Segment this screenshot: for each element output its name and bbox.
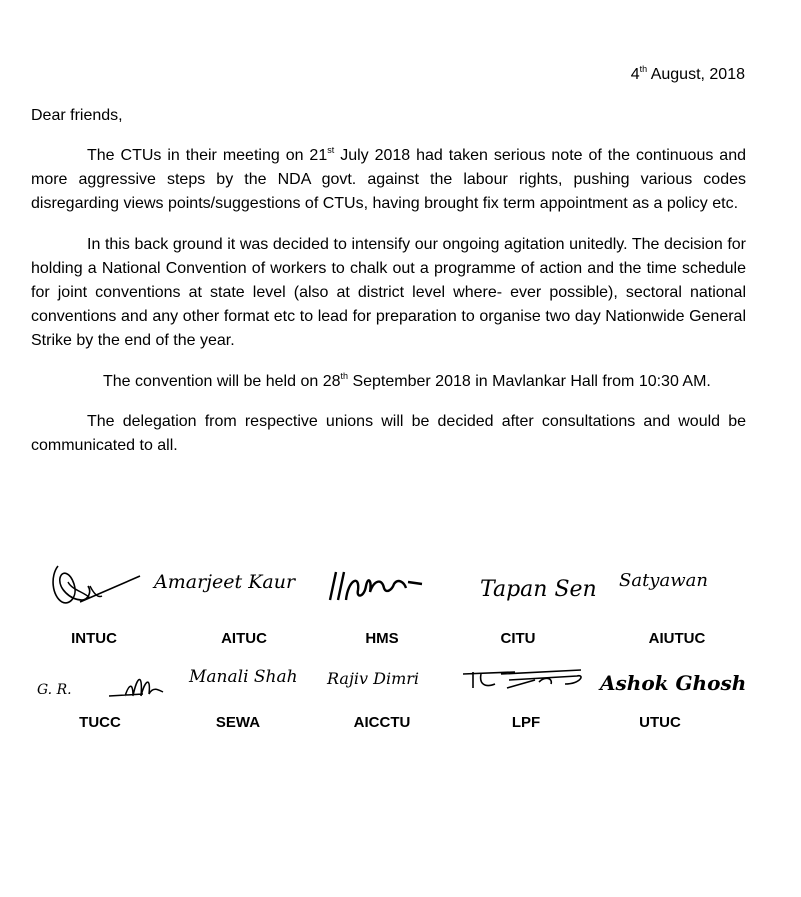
paragraph-1-sup: st <box>327 145 335 155</box>
label-utuc: UTUC <box>639 714 681 731</box>
signature-tucc-mark <box>25 656 175 702</box>
signature-aituc-mark <box>140 560 296 600</box>
label-intuc: INTUC <box>71 630 117 647</box>
signature-aiutuc-text: Satyawan <box>619 570 708 591</box>
signature-aituc-text: Amarjeet Kaur <box>154 571 296 593</box>
label-tucc: TUCC <box>79 714 121 731</box>
signature-aiutuc <box>600 560 760 600</box>
signature-utuc-text: Ashok Ghosh <box>600 671 747 695</box>
paragraph-3-part-a: The convention will be held on 28 <box>103 372 341 390</box>
paragraph-1 <box>31 144 746 217</box>
signature-hms <box>290 560 450 610</box>
label-lpf: LPF <box>511 714 541 731</box>
signature-hms-mark <box>300 560 440 610</box>
signature-aituc <box>130 560 296 600</box>
label-sewa: SEWA <box>215 714 261 731</box>
paragraph-3-part-b: September 2018 in Mavlankar Hall from 10:30 AM. <box>348 372 711 390</box>
signature-aiutuc-mark <box>605 560 755 600</box>
paragraph-3-sup: th <box>340 370 349 381</box>
date-rest: August, 2018 <box>650 66 745 83</box>
signature-utuc-mark <box>590 656 750 702</box>
date-suffix: th <box>639 64 648 74</box>
label-aicctu: AICCTU <box>353 714 411 731</box>
paragraph-4: The delegation from respective unions will be decided after consultations and would be communicated to all. <box>31 412 746 455</box>
paragraph-1-part-a: The CTUs in their meeting on 21 <box>87 147 328 164</box>
signature-aicctu-text: Rajiv Dimri <box>327 669 420 688</box>
signature-lpf <box>440 660 600 700</box>
signature-utuc <box>590 656 750 702</box>
paragraph-2: In this back ground it was decided to intensify our ongoing agitation unitedly. The decision for holding a National Convention of workers to chalk out a programme of action and the time schedule for joint conventions at state level (also at district level where- ever possible), sectoral national conventions and any other format etc to lead for preparation to organise two day Nationwide General Strike by the end of the year. <box>31 235 746 350</box>
label-citu: CITU <box>500 630 536 647</box>
signature-citu-text: Tapan Sen <box>480 577 597 602</box>
letter-date <box>631 63 745 87</box>
date-day: 4 <box>630 66 640 83</box>
signature-citu-mark <box>450 560 597 610</box>
paragraph-1-part-b: July 2018 had taken serious note of the continuous and more aggressive steps by the NDA govt. against the labour rights, pushing various codes disregarding views points/suggestions of CTUs, having brought fix term appointment as a policy etc. <box>31 147 746 213</box>
label-hms: HMS <box>365 630 399 647</box>
signature-sewa <box>160 656 320 696</box>
signature-aicctu <box>300 660 460 700</box>
signature-tucc <box>20 656 180 702</box>
signature-aicctu-mark <box>305 660 455 700</box>
signature-tucc-text: G. R. <box>37 682 72 698</box>
signature-citu <box>440 560 600 610</box>
label-aiutuc: AIUTUC <box>648 630 706 647</box>
label-aituc: AITUC <box>221 630 267 647</box>
signature-lpf-mark <box>445 660 595 700</box>
signature-sewa-text: Manali Shah <box>189 667 298 687</box>
salutation: Dear friends, <box>31 107 123 124</box>
letter-body <box>31 144 746 474</box>
paragraph-3 <box>31 370 746 394</box>
signature-sewa-mark <box>165 656 315 696</box>
